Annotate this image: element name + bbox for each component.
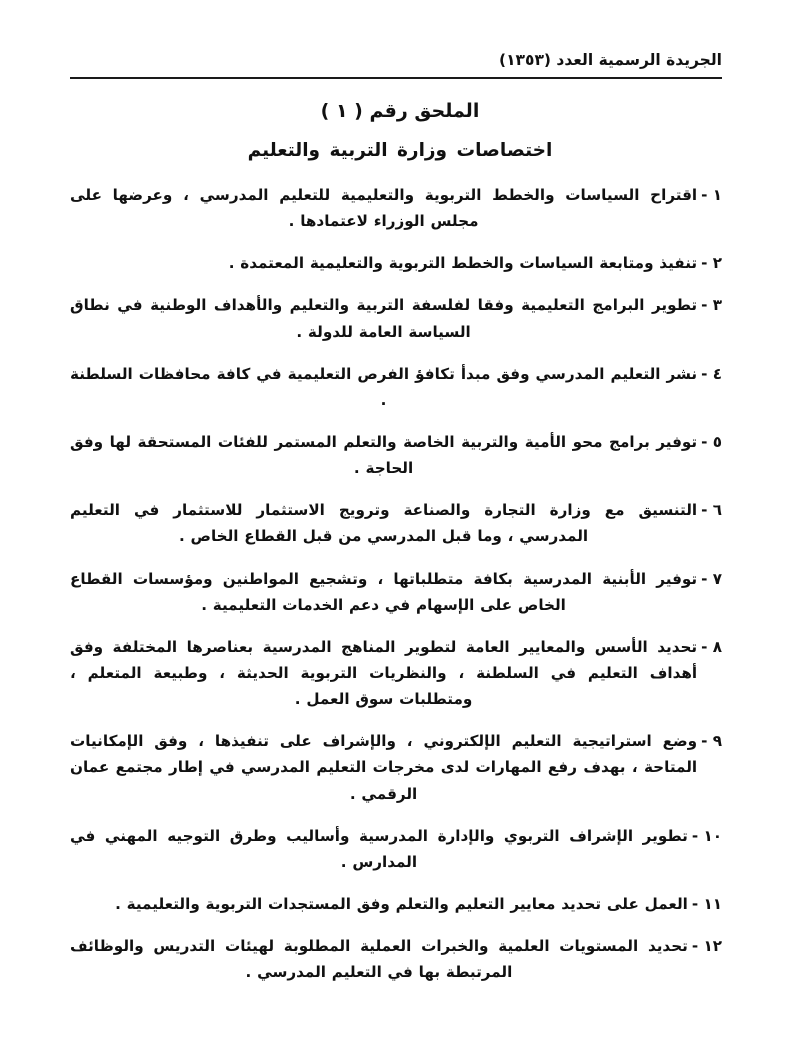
clause-number: ٤ - bbox=[701, 364, 722, 383]
clause-number: ١٢ - bbox=[691, 937, 722, 956]
clause-item bbox=[70, 361, 722, 413]
clause-number: ٨ - bbox=[701, 637, 722, 656]
clause-text: تحديد الأسس والمعايير العامة لتطوير المناهج المدرسية بعناصرها المختلفة وفق أهداف التعليم في السلطنة ، والنظريات التربوية الحديثة ، وطبيعة المتعلم ، ومتطلبات سوق العمل . bbox=[70, 637, 698, 709]
clause-number: ١ - bbox=[701, 186, 722, 204]
clause-item bbox=[70, 634, 722, 712]
gazette-header bbox=[70, 50, 722, 79]
clause-text: نشر التعليم المدرسي وفق مبدأ تكافؤ الفرص التعليمية في كافة محافظات السلطنة . bbox=[70, 364, 698, 409]
page-title: الملحق رقم ( ١ ) bbox=[320, 100, 480, 122]
gazette-header-text: الجريدة الرسمية العدد (١٣٥٣) bbox=[498, 51, 722, 69]
clause-text: العمل على تحديد معايير التعليم والتعلم وفق المستجدات التربوية والتعليمية . bbox=[115, 894, 688, 913]
clause-text: تطوير البرامج التعليمية وفقا لفلسفة التربية والتعليم والأهداف الوطنية في نطاق السياسة العامة للدولة . bbox=[70, 296, 698, 341]
clause-text: تطوير الإشراف التربوي والإدارة المدرسية وأساليب وطرق التوجيه المهني في المدارس . bbox=[70, 826, 688, 871]
clause-item bbox=[70, 566, 722, 618]
clause-text: توفير برامج محو الأمية والتربية الخاصة والتعلم المستمر للفئات المستحقة لها وفق الحاجة . bbox=[70, 432, 698, 478]
clause-item bbox=[70, 497, 722, 549]
clause-item bbox=[70, 823, 722, 875]
clause-text: وضع استراتيجية التعليم الإلكتروني ، والإشراف على تنفيذها ، وفق الإمكانيات المتاحة ، بهدف رفع المهارات لدى مخرجات التعليم المدرسي في إطار مجتمع عمان الرقمي . bbox=[70, 732, 698, 803]
clause-number: ٢ - bbox=[701, 254, 722, 273]
clause-text: توفير الأبنية المدرسية بكافة متطلباتها ، وتشجيع المواطنين ومؤسسات القطاع الخاص على الإسهام في دعم الخدمات التعليمية . bbox=[70, 569, 698, 614]
clause-item bbox=[70, 250, 722, 276]
clause-number: ١١ - bbox=[691, 894, 722, 913]
clause-item bbox=[70, 182, 722, 234]
header-divider bbox=[70, 77, 722, 79]
clause-text: تنفيذ ومتابعة السياسات والخطط التربوية والتعليمية المعتمدة . bbox=[228, 254, 698, 273]
clause-text: التنسيق مع وزارة التجارة والصناعة وترويج الاستثمار للاستثمار في التعليم المدرسي ، وما قبل المدرسي من قبل القطاع الخاص . bbox=[70, 501, 698, 546]
clause-number: ٦ - bbox=[701, 501, 722, 520]
clause-list bbox=[70, 182, 722, 1001]
clause-item bbox=[70, 728, 722, 806]
clause-number: ٥ - bbox=[701, 432, 722, 451]
clause-number: ٩ - bbox=[701, 732, 722, 751]
clause-item bbox=[70, 429, 722, 481]
clause-number: ١٠ - bbox=[691, 826, 722, 845]
clause-number: ٧ - bbox=[701, 569, 722, 588]
clause-item bbox=[70, 891, 722, 917]
clause-item bbox=[70, 292, 722, 344]
page-subtitle: اختصاصات وزارة التربية والتعليم bbox=[247, 140, 553, 161]
clause-item bbox=[70, 933, 722, 985]
clause-number: ٣ - bbox=[701, 296, 722, 315]
clause-text: اقتراح السياسات والخطط التربوية والتعليمية للتعليم المدرسي ، وعرضها على مجلس الوزراء لاعتمادها . bbox=[70, 186, 698, 231]
clause-text: تحديد المستويات العلمية والخبرات العملية المطلوبة لهيئات التدريس والوظائف المرتبطة بها في التعليم المدرسي . bbox=[70, 937, 688, 982]
